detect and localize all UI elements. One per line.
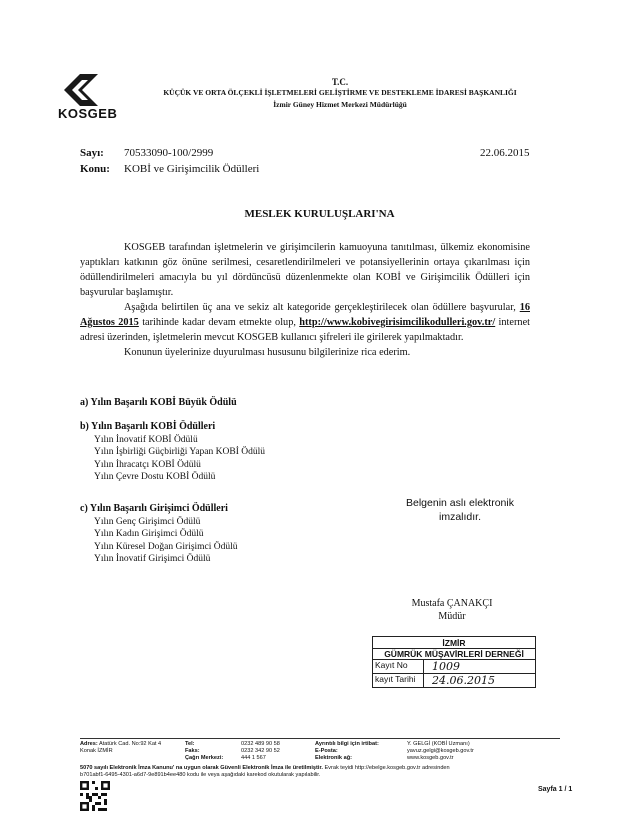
- e-signature-line2: imzalıdır.: [438, 511, 481, 523]
- body-text: [80, 240, 530, 360]
- kosgeb-logo-icon: [64, 74, 98, 106]
- faks-value: 0232 342 90 52: [241, 748, 280, 754]
- kayit-no-label: Kayıt No: [373, 660, 424, 673]
- list-item: Yılın İşbirliği Güçbirliği Yapan KOBİ Ödülü: [94, 447, 265, 457]
- law-statement: 5070 sayılı Elektronik İmza Kanunu' na uygun olarak Güvenli Elektronik İmza ile üretilmiştir.: [80, 765, 323, 771]
- p2-intro: Aşağıda belirtilen üç ana ve sekiz alt kategoride gerçekleştirilecek olan ödüllere başvurular,: [124, 302, 516, 313]
- p2-middle: tarihinde kadar devam etmekte olup,: [142, 317, 296, 328]
- awards-website-link[interactable]: http://www.kobivegirisimcilikodulleri.gov.tr/: [299, 317, 496, 328]
- paragraph-3: Konunun üyelerinize duyurulması hususunu bilgilerinize rica ederim.: [124, 347, 411, 358]
- section-b: [80, 421, 265, 484]
- adres-value: Atatürk Cad. No:92 Kat 4: [98, 741, 162, 747]
- irtibat-label: Ayrıntılı bilgi için irtibat:: [315, 741, 379, 747]
- list-item: Yılın Kadın Girişimci Ödülü: [94, 529, 204, 539]
- verify-text: Evrak teyidi http://ebelge.kosgeb.gov.tr adresinden: [324, 765, 450, 771]
- section-a-title: a) Yılın Başarılı KOBİ Büyük Ödülü: [80, 397, 237, 408]
- list-item: Yılın İnovatif KOBİ Ödülü: [94, 434, 198, 445]
- web-value: www.kosgeb.gov.tr: [407, 755, 454, 761]
- eposta-label: E-Posta:: [315, 748, 338, 754]
- header-office: İzmir Güney Hizmet Merkezi Müdürlüğü: [273, 100, 407, 109]
- faks-label: Faks:: [185, 748, 200, 754]
- kosgeb-logo: [58, 74, 128, 120]
- list-item: Yılın Genç Girişimci Ödülü: [94, 516, 201, 527]
- registration-stamp: [372, 636, 536, 688]
- cagri-label: Çağrı Merkezi:: [185, 755, 224, 761]
- e-signature-note: [395, 496, 525, 524]
- adres-label: Adres:: [80, 741, 98, 747]
- deadline-date: 16 Ağustos 2015: [80, 302, 530, 328]
- qr-code-icon: [80, 781, 110, 811]
- footer-divider: [80, 738, 560, 739]
- kayit-tarihi-value: 24.06.2015: [432, 674, 495, 687]
- paragraph-2: [80, 300, 530, 345]
- logo-text: KOSGEB: [58, 106, 118, 121]
- section-c-title: c) Yılın Başarılı Girişimci Ödülleri: [80, 503, 228, 514]
- page-number: Sayfa 1 / 1: [538, 786, 573, 793]
- document-date: 22.06.2015: [480, 147, 530, 159]
- adres-city: Konak İZMİR: [80, 748, 113, 754]
- kayit-tarihi-label: kayıt Tarihi: [373, 674, 424, 687]
- list-item: Yılın Çevre Dostu KOBİ Ödülü: [94, 472, 216, 482]
- list-item: Yılın İnovatif Girişimci Ödülü: [94, 554, 211, 564]
- stamp-city: İZMİR: [373, 637, 535, 649]
- cagri-value: 444 1 567: [241, 755, 266, 761]
- signatory-name: Mustafa ÇANAKÇI: [411, 598, 493, 609]
- footer-address: [80, 741, 180, 755]
- web-label: Elektronik ağ:: [315, 755, 352, 761]
- header-tc: T.C.: [331, 77, 349, 87]
- irtibat-value: Y. GELGİ (KOBİ Uzmanı): [407, 741, 470, 747]
- footer-legal: [80, 765, 560, 779]
- meta-konu: [80, 163, 259, 175]
- document-code: b701abf1-6495-4301-a6d7-9e891b4ee480: [80, 772, 186, 778]
- section-b-title: b) Yılın Başarılı KOBİ Ödülleri: [80, 421, 216, 432]
- tel-label: Tel:: [185, 741, 195, 747]
- list-item: Yılın Küresel Doğan Girişimci Ödülü: [94, 541, 238, 552]
- tel-value: 0232 489 90 58: [241, 741, 280, 747]
- p2-end: internet adresi üzerinden, işletmelerin mevcut KOSGEB kullanıcı şifreleri ile girilerek yapılmaktadır.: [80, 317, 530, 343]
- sayi-value: 70533090-100/2999: [124, 147, 214, 159]
- header-agency: KÜÇÜK VE ORTA ÖLÇEKLİ İŞLETMELERİ GELİŞTİRME VE DESTEKLEME İDARESİ BAŞKANLIĞI: [163, 88, 517, 97]
- e-signature-line1: Belgenin aslı elektronik: [406, 497, 514, 509]
- section-a: [80, 397, 237, 410]
- code-instructions: kodu ile veya aşağıdaki karekod okutularak yapılabilir.: [187, 772, 321, 778]
- eposta-value: yavuz.gelgi@kosgeb.gov.tr: [407, 748, 474, 754]
- footer-phones: [185, 741, 305, 762]
- recipient-title: MESLEK KURULUŞLARI'NA: [244, 208, 395, 220]
- footer-contact: [315, 741, 545, 762]
- konu-value: KOBİ ve Girişimcilik Ödülleri: [124, 163, 260, 175]
- stamp-row-number: [373, 660, 535, 674]
- sayi-label: Sayı:: [80, 147, 104, 159]
- stamp-row-date: [373, 674, 535, 687]
- konu-label: Konu:: [80, 163, 110, 175]
- stamp-org: GÜMRÜK MÜŞAVİRLERİ DERNEĞİ: [373, 649, 535, 660]
- signatory-title: Müdür: [438, 611, 466, 622]
- signatory: [392, 597, 512, 623]
- paragraph-1: KOSGEB tarafından işletmelerin ve girişimcilerin kamuoyuna tanıtılması, ülkemiz ekonomisine yaptıkları katkının göz önüne serilmesi, cesaretlendirilmeleri ve potansiyellerinin ortaya çıkarılması için ödüllendirilmeleri amacıyla bu yıl dördüncüsü düzenlenmekte olan KOBİ ve Girişimcilik Ödülleri için başvurular başlamıştır.: [80, 242, 530, 298]
- meta-sayi: [80, 147, 213, 159]
- section-c: [80, 503, 238, 566]
- kayit-no-value: 1009: [432, 660, 460, 673]
- list-item: Yılın İhracatçı KOBİ Ödülü: [94, 459, 201, 470]
